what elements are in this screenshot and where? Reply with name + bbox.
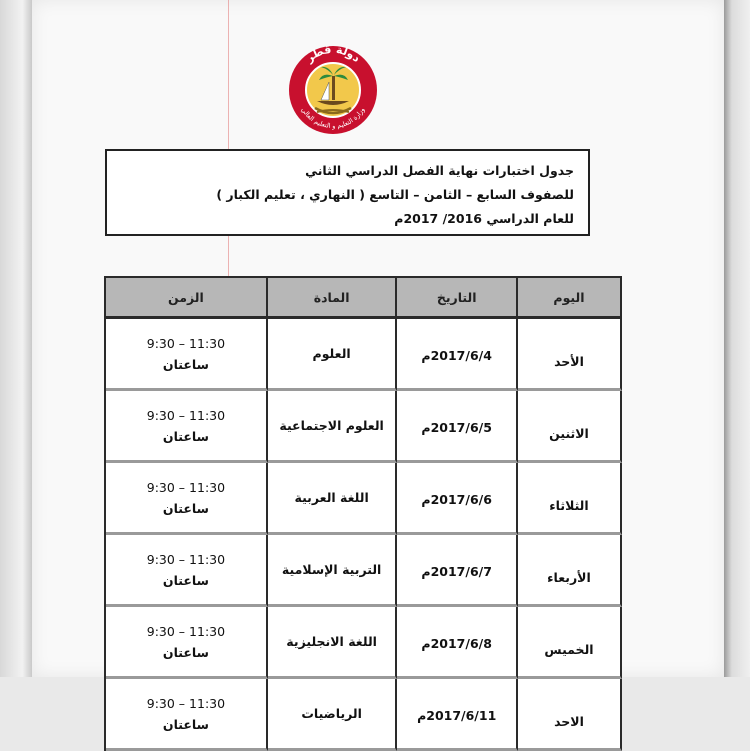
duration: ساعتان — [162, 644, 209, 660]
duration: ساعتان — [162, 356, 209, 372]
subject-cell: اللغة الانجليزية — [268, 607, 398, 679]
time-cell — [106, 535, 268, 607]
logo-caption-bottom: وزارة التعليم و التعليم العالي — [299, 105, 367, 131]
left-binding-edge — [0, 0, 32, 677]
time-range: 9:30 – 11:30 — [146, 407, 226, 423]
title-line-2: للصفوف السابع – الثامن – التاسع ( النهاري ، تعليم الكبار ) — [216, 187, 574, 202]
date-cell: 2017/6/11م — [397, 679, 518, 751]
date-cell: 2017/6/7م — [397, 535, 518, 607]
time-cell — [106, 319, 268, 391]
duration: ساعتان — [162, 500, 209, 516]
date-cell: 2017/6/6م — [397, 463, 518, 535]
date-cell: 2017/6/5م — [397, 391, 518, 463]
table-row — [106, 535, 622, 607]
day-cell: الاحد — [518, 679, 622, 751]
table-row — [106, 319, 622, 391]
day-cell: الأحد — [518, 319, 622, 391]
time-cell — [106, 679, 268, 751]
day-cell: الثلاثاء — [518, 463, 622, 535]
table-row — [106, 607, 622, 679]
date-cell: 2017/6/4م — [397, 319, 518, 391]
subject-cell: العلوم — [268, 319, 398, 391]
duration: ساعتان — [162, 428, 209, 444]
column-header-date: التاريخ — [397, 276, 518, 319]
subject-cell: اللغة العربية — [268, 463, 398, 535]
subject-cell: التربية الإسلامية — [268, 535, 398, 607]
table-row — [106, 391, 622, 463]
logo-caption-top: دولة قطر — [303, 42, 363, 65]
time-range: 9:30 – 11:30 — [146, 623, 226, 639]
day-cell: الخميس — [518, 607, 622, 679]
exam-schedule-title-box — [105, 149, 590, 236]
table-row — [106, 463, 622, 535]
time-range: 9:30 – 11:30 — [146, 479, 226, 495]
duration: ساعتان — [162, 572, 209, 588]
time-range: 9:30 – 11:30 — [146, 551, 226, 567]
time-range: 9:30 – 11:30 — [146, 335, 226, 351]
day-cell: الأربعاء — [518, 535, 622, 607]
table-header-row — [106, 276, 622, 319]
column-header-time: الزمن — [106, 276, 268, 319]
date-cell: 2017/6/8م — [397, 607, 518, 679]
duration: ساعتان — [162, 716, 209, 732]
title-line-1: جدول اختبارات نهاية الفصل الدراسي الثاني — [305, 163, 574, 178]
title-line-3: للعام الدراسي 2016/ 2017م — [394, 211, 574, 226]
column-header-day: اليوم — [518, 276, 622, 319]
time-range: 9:30 – 11:30 — [146, 695, 226, 711]
right-page-edge — [724, 0, 750, 677]
table-row — [106, 679, 622, 751]
time-cell — [106, 391, 268, 463]
time-cell — [106, 607, 268, 679]
column-header-subject: المادة — [268, 276, 398, 319]
qatar-ministry-logo — [287, 38, 379, 138]
subject-cell: العلوم الاجتماعية — [268, 391, 398, 463]
time-cell — [106, 463, 268, 535]
subject-cell: الرياضيات — [268, 679, 398, 751]
exam-schedule-table — [104, 276, 622, 751]
day-cell: الاثنين — [518, 391, 622, 463]
